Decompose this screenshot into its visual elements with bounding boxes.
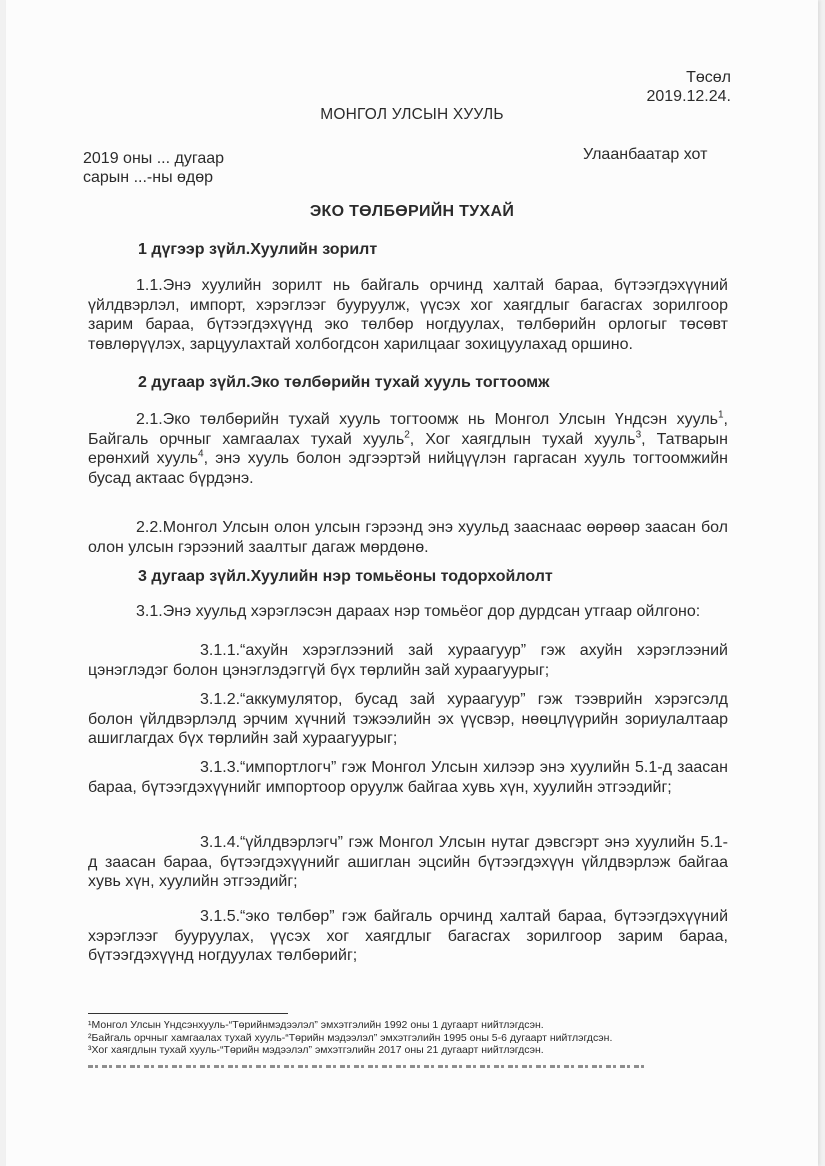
date-line-2: сарын ...-ны өдөр [83,169,214,186]
article-3-heading: 3 дугаар зүйл.Хуулийн нэр томьёоны тодорхойлолт [138,568,553,585]
paragraph-3-1: 3.1.Энэ хуульд хэрэглэсэн дараах нэр томьёог дор дурдсан утгаар ойлгоно: [136,603,701,620]
footnote-ref-1: 1 [717,409,724,421]
footnote-3: ³Хог хаягдлын тухай хууль-“Төрийн мэдээлэл” эмхэтгэлийн 2017 оны 21 дугаарт нийтлэгдсэн. [88,1044,544,1057]
adoption-date [83,149,224,187]
paragraph-2-1 [88,410,728,488]
footnote-1: ¹Монгол Улсын Үндсэнхууль-“Төрийнмэдээлэл” эмхэтгэлийн 1992 оны 1 дугаарт нийтлэгдсэн. [88,1019,544,1031]
paragraph-2-2: 2.2.Монгол Улсын олон улсын гэрээнд энэ хуульд зааснаас өөрөөр заасан бол олон улсын гэрээний заалтыг дагаж мөрдөнө. [88,519,728,556]
draft-date: 2019.12.24. [646,88,731,105]
definition-3-1-2: 3.1.2.“аккумулятор, бусад зай хураагуур” гэж тээврийн хэрэгсэлд болон үйлдвэрлэлд эрчим хүчний тэжээлийн эх үүсвэр, нөөцлүүрийн зориулалтаар ашиглагдах бүх төрлийн зай хураагуурыг; [88,691,728,747]
article-1-heading: 1 дүгээр зүйл.Хуулийн зорилт [138,241,378,258]
footnote-2: ²Байгаль орчныг хамгаалах тухай хууль-“Төрийн мэдээлэл” эмхэтгэлийн 1995 оны 5-6 дугаарт нийтлэгдсэн. [88,1031,613,1044]
footnote-ref-3: 3 [635,429,642,441]
footnote-divider [88,1013,288,1014]
date-line-1: 2019 оны ... дугаар [83,150,225,167]
article-2-heading: 2 дугаар зүйл.Эко төлбөрийн тухай хууль тогтоомж [138,374,550,391]
cropped-footnote-4 [88,1064,648,1069]
paragraph-2-1-part-a: 2.1.Эко төлбөрийн тухай хууль тогтоомж нь Монгол Улсын Үндсэн хууль [136,411,718,428]
draft-stamp [606,68,731,106]
city-name: Улаанбаатар хот [583,146,708,163]
footnote-ref-2: 2 [404,429,410,441]
law-name: МОНГОЛ УЛСЫН ХУУЛЬ [320,106,504,123]
definition-3-1-1: 3.1.1.“ахуйн хэрэглээний зай хураагуур” гэж ахуйн хэрэглээний цэнэглэдэг болон цэнэглэдэггүй бүх төрлийн зай хураагуурыг; [88,642,728,679]
document-title: ЭКО ТӨЛБӨРИЙН ТУХАЙ [309,203,515,220]
paragraph-2-1-part-b: , Байгаль орчныг хамгаалах тухай хууль [88,411,728,448]
paragraph-2-1-part-c: , Хог хаягдлын тухай хууль [409,430,636,448]
footnote-ref-4: 4 [198,448,204,460]
definition-3-1-3: 3.1.3.“импортлогч” гэж Монгол Улсын хилээр энэ хуулийн 5.1-д заасан бараа, бүтээгдэхүүнийг импортоор оруулж байгаа хувь хүн, хуулийн этгээдийг; [88,759,728,796]
definition-3-1-4: 3.1.4.“үйлдвэрлэгч” гэж Монгол Улсын нутаг дэвсгэрт энэ хуулийн 5.1-д заасан бараа, бүтээгдэхүүнийг ашиглан эцсийн бүтээгдэхүүн үйлдвэрлэж байгаа хувь хүн, хуулийн этгээдийг; [88,834,728,890]
footnotes [88,1019,738,1057]
draft-label: Төсөл [686,69,731,86]
document-page [6,0,818,1166]
paragraph-2-1-part-d: , Татварын ерөнхий хууль [88,430,729,467]
paragraph-2-1-part-e: , энэ хууль болон эдгээртэй нийцүүлэн гаргасан хууль тогтоомжийн бусад актаас бүрдэнэ. [88,450,729,487]
definition-3-1-5: 3.1.5.“эко төлбөр” гэж байгаль орчинд халтай бараа, бүтээгдэхүүний хэрэглээг бууруулах, үүсэх хог хаягдлыг багасгах зорилгоор зарим бараа, бүтээгдэхүүнд ногдуулах төлбөрийг; [88,908,728,964]
paragraph-1-1: 1.1.Энэ хуулийн зорилт нь байгаль орчинд халтай бараа, бүтээгдэхүүний үйлдвэрлэл, импорт, хэрэглээг бууруулж, үүсэх хог хаягдлыг багасгах зорилгоор зарим бараа, бүтээгдэхүүнд эко төлбөр ногдуулах, төлбөрийн орлогыг төсөвт төвлөрүүлэх, зарцуулахтай холбогдсон харилцааг зохицуулахад оршино. [88,277,728,353]
